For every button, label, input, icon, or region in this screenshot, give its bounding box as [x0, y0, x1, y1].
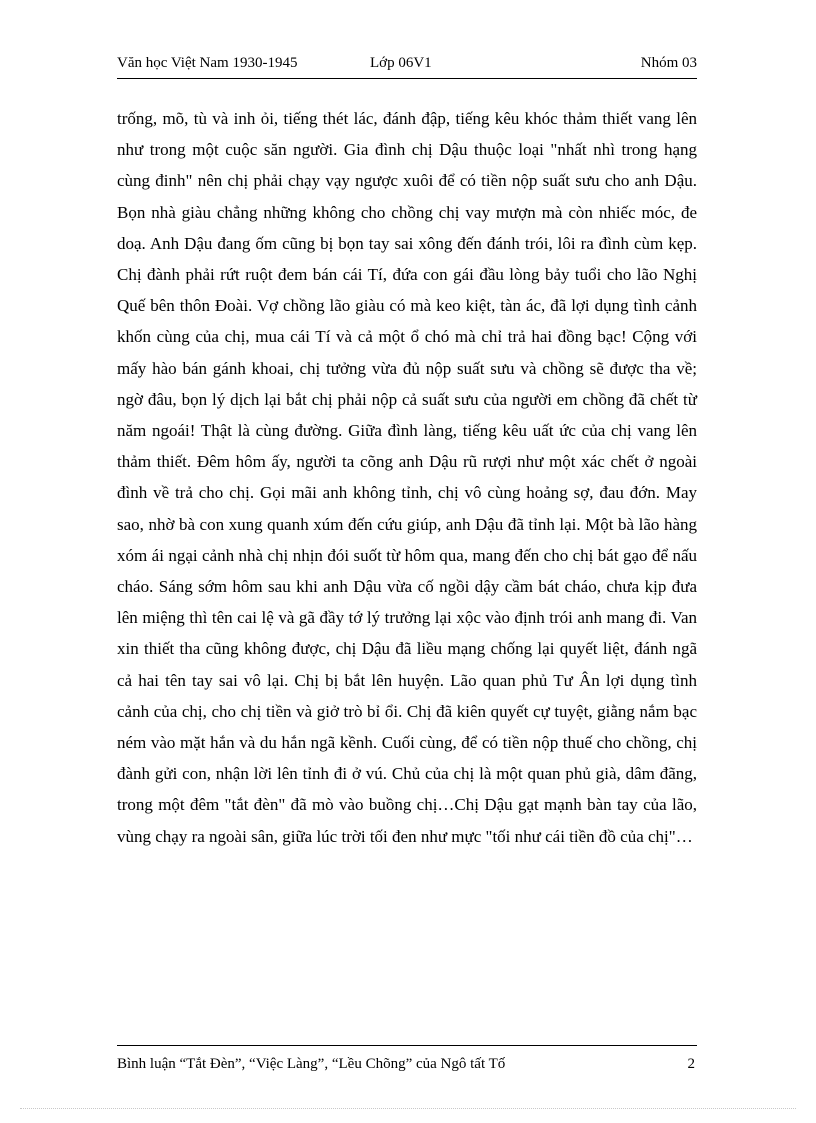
footer-divider [117, 1045, 697, 1046]
page-footer [117, 1054, 697, 1076]
header-divider [117, 78, 697, 79]
page-bottom-edge [20, 1108, 796, 1109]
header-class-name: Lớp 06V1 [370, 55, 432, 71]
header-course-title: Văn học Việt Nam 1930-1945 [117, 55, 298, 71]
page-number: 2 [687, 1056, 695, 1072]
body-paragraph: trống, mõ, tù và inh ỏi, tiếng thét lác, đánh đập, tiếng kêu khóc thảm thiết vang lên như trong một cuộc săn người. Gia đình chị Dậu thuộc loại "nhất nhì trong hạng cùng đinh" nên chị phải chạy vạy ngược xuôi để có tiền nộp suất sưu cho anh Dậu. Bọn nhà giàu chẳng những không cho chồng chị vay mượn mà còn nhiếc móc, đe doạ. Anh Dậu đang ốm cũng bị bọn tay sai xông đến đánh trói, lôi ra đình cùm kẹp. Chị đành phải rứt ruột đem bán cái Tí, đứa con gái đầu lòng bảy tuổi cho lão Nghị Quế bên thôn Đoài. Vợ chồng lão giàu có mà keo kiệt, tàn ác, đã lợi dụng tình cảnh khốn cùng của chị, mua cái Tí và cả một ổ chó mà chỉ trả hai đồng bạc! Cộng với mấy hào bán gánh khoai, chị tưởng vừa đủ nộp suất sưu và chồng sẽ được tha về; ngờ đâu, bọn lý dịch lại bắt chị phải nộp cả suất sưu của người em chồng đã chết từ năm ngoái! Thật là cùng đường. Giữa đình làng, tiếng kêu uất ức của chị vang lên thảm thiết. Đêm hôm ấy, người ta cõng anh Dậu rũ rượi như một xác chết ở ngoài đình về trả cho chị. Gọi mãi anh không tỉnh, chị vô cùng hoảng sợ, đau đớn. May sao, nhờ bà con xung quanh xúm đến cứu giúp, anh Dậu đã tỉnh lại. Một bà lão hàng xóm ái ngại cảnh nhà chị nhịn đói suốt từ hôm qua, mang đến cho chị bát gạo để nấu cháo. Sáng sớm hôm sau khi anh Dậu vừa cố ngồi dậy cầm bát cháo, chưa kịp đưa lên miệng thì tên cai lệ và gã đầy tớ lý trưởng lại xộc vào định trói anh mang đi. Van xin thiết tha cũng không được, chị Dậu đã liều mạng chống lại quyết liệt, đánh ngã cả hai tên tay sai vô lại. Chị bị bắt lên huyện. Lão quan phủ Tư Ân lợi dụng tình cảnh của chị, cho chị tiền và giở trò bỉ ổi. Chị đã kiên quyết cự tuyệt, giằng nắm bạc ném vào mặt hắn và du hắn ngã kềnh. Cuối cùng, để có tiền nộp thuế cho chồng, chị đành gửi con, nhận lời lên tỉnh đi ở vú. Chủ của chị là một quan phủ già, dâm đãng, trong một đêm "tắt đèn" đã mò vào buồng chị…Chị Dậu gạt mạnh bàn tay của lão, vùng chạy ra ngoài sân, giữa lúc trời tối đen như mực "tối như cái tiền đồ của chị"… [117, 109, 697, 846]
header-group-name: Nhóm 03 [640, 55, 697, 71]
page-header [117, 53, 697, 75]
footer-document-title: Bình luận “Tắt Đèn”, “Việc Làng”, “Lều Chõng” của Ngô tất Tố [117, 1056, 506, 1072]
